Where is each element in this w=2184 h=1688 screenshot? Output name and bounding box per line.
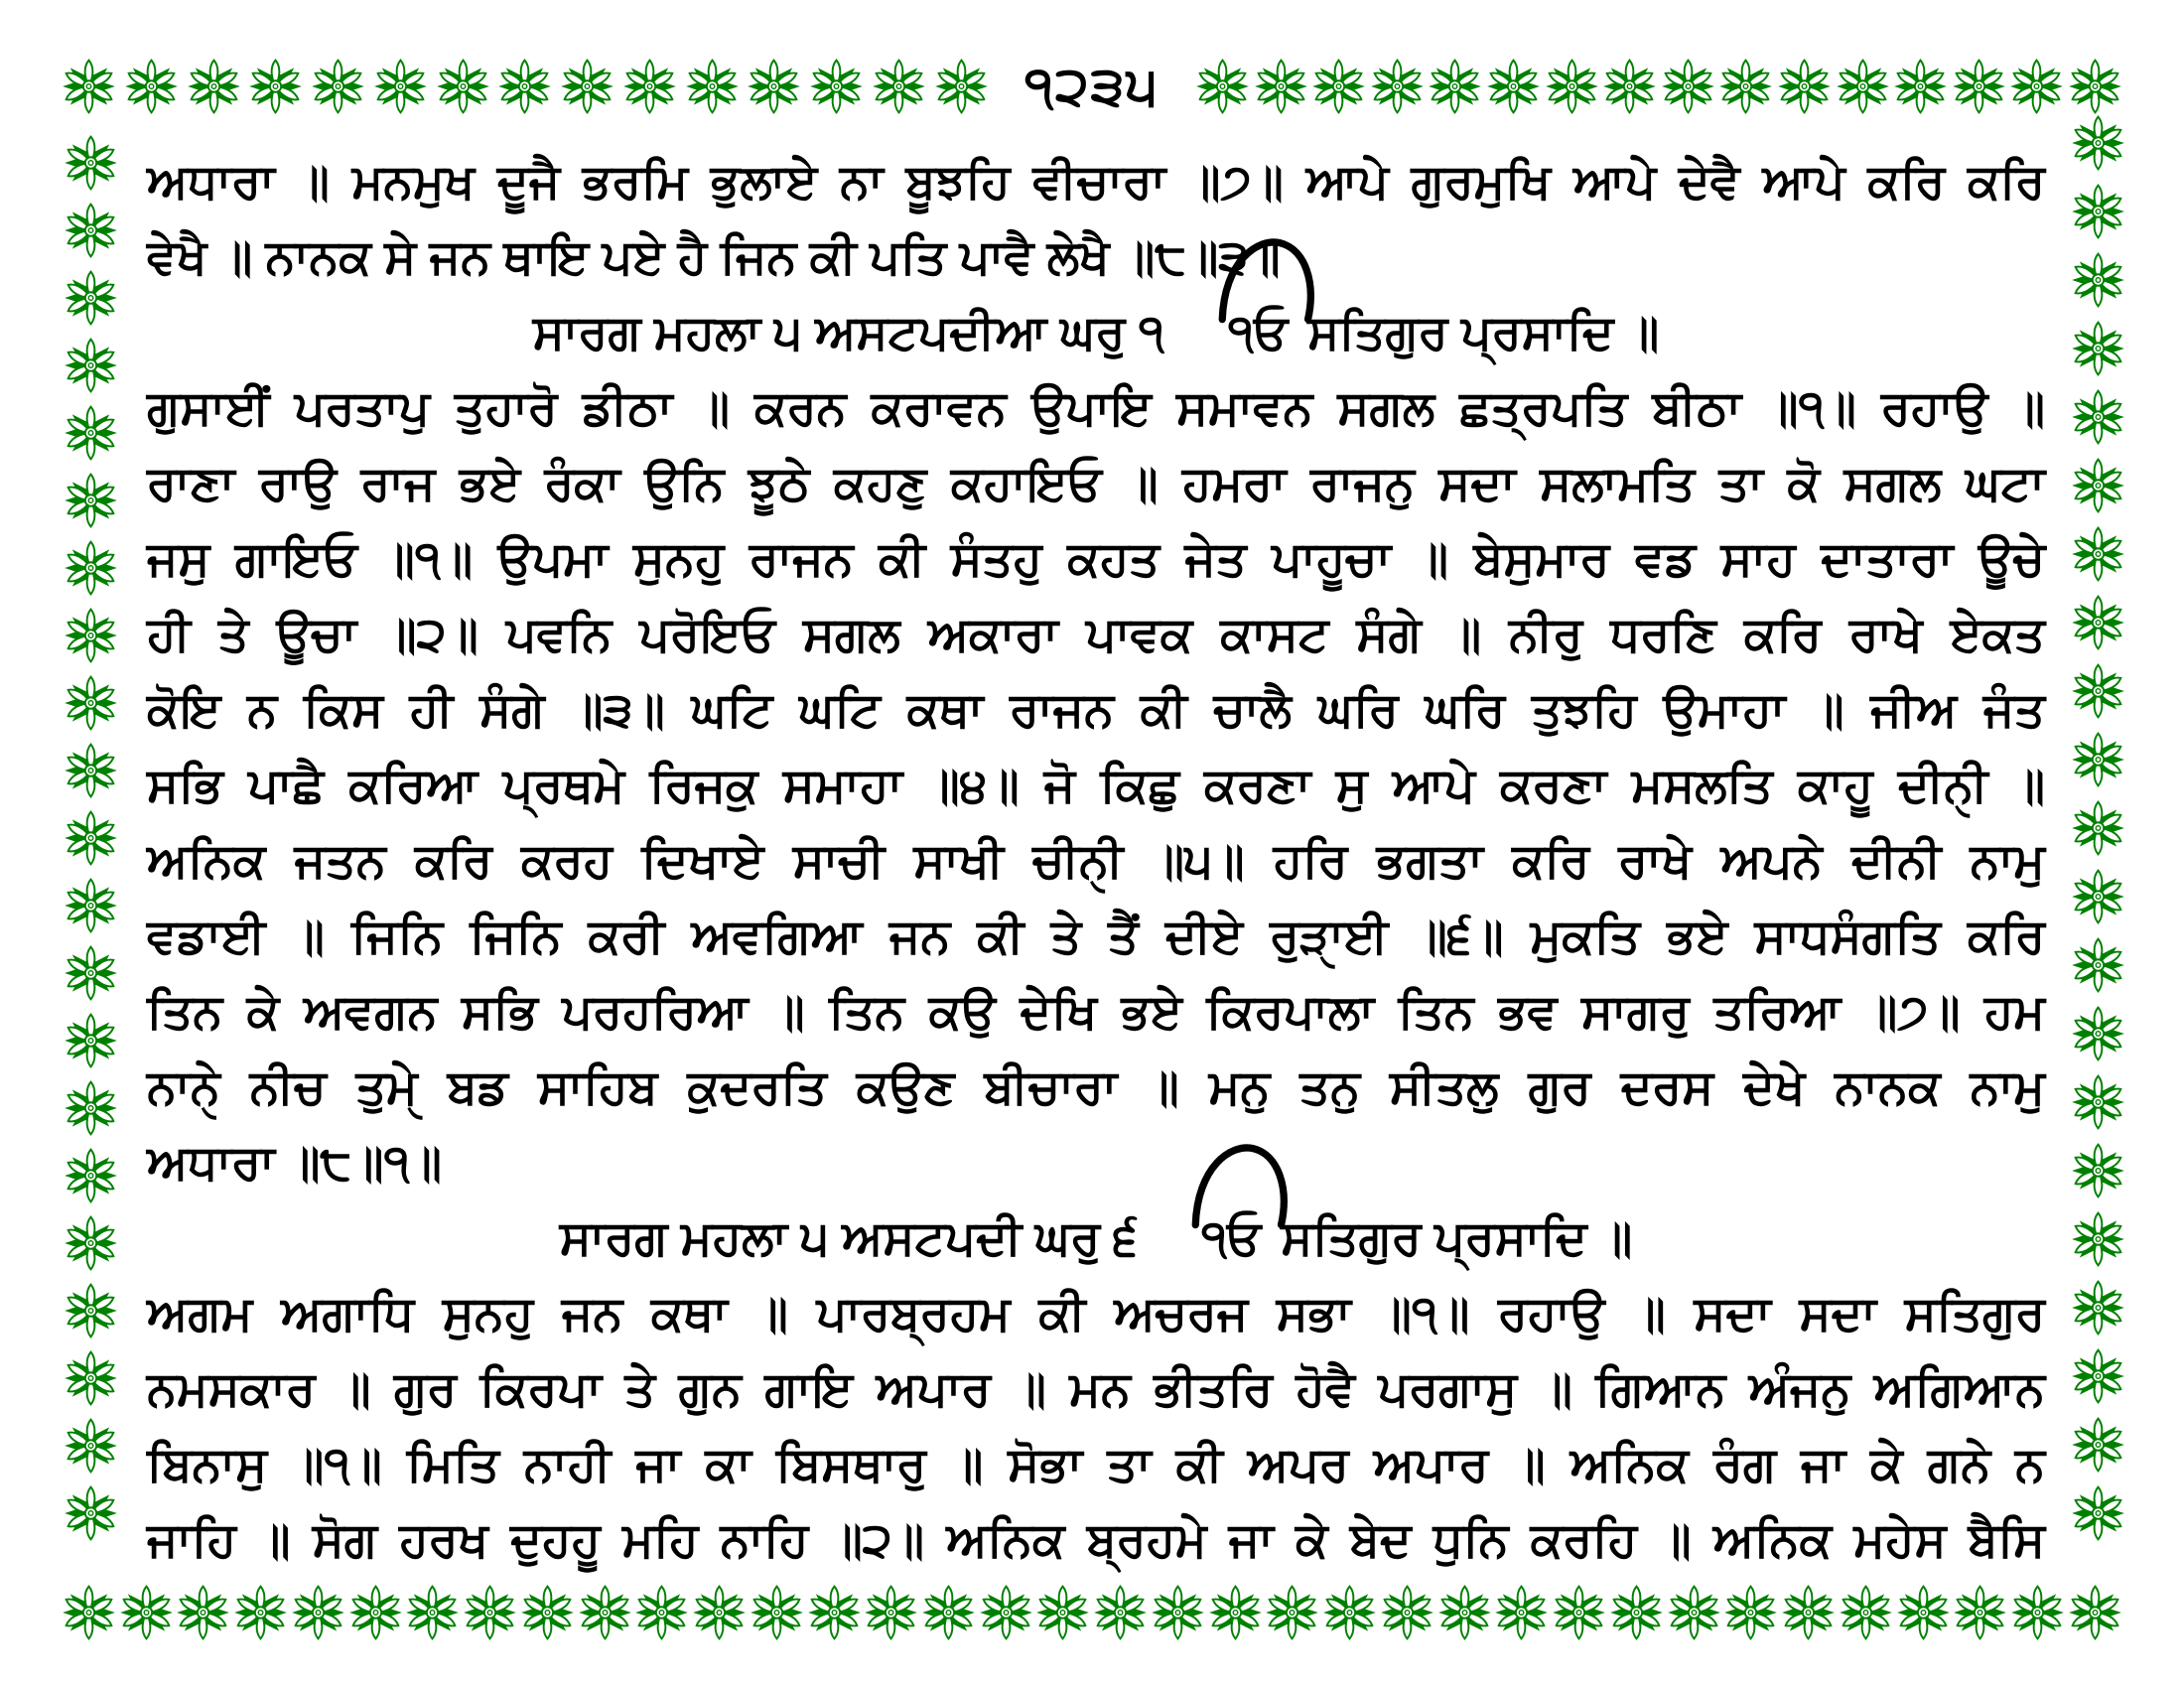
flower-icon xyxy=(934,55,989,118)
flower-icon xyxy=(64,1009,118,1072)
text-line: ਅਧਾਰਾ ॥ ਮਨਮੁਖ ਦੂਜੈ ਭਰਮਿ ਭੁਲਾਏ ਨਾ ਬੂਝਹਿ ਵੀਚਾਰਾ ॥੭॥ ਆਪੇ ਗੁਰਮੁਖਿ ਆਪੇ ਦੇਵੈ ਆਪੇ ਕਰਿ ਕਰਿ xyxy=(147,156,2045,209)
flower-icon xyxy=(1781,1581,1836,1644)
flower-icon xyxy=(64,1346,118,1410)
flower-icon xyxy=(1494,1581,1549,1644)
flower-icon xyxy=(622,55,677,118)
flower-icon xyxy=(864,1581,918,1644)
flower-icon xyxy=(64,469,118,532)
flower-icon xyxy=(2071,1070,2125,1134)
flower-icon xyxy=(1661,55,1715,118)
flower-icon xyxy=(64,739,118,802)
flower-icon xyxy=(64,266,118,330)
left-border-flowers xyxy=(62,131,119,1545)
flower-icon xyxy=(1254,55,1308,118)
flower-icon xyxy=(2071,659,2125,723)
flower-icon xyxy=(1486,55,1541,118)
ek-onkar-symbol xyxy=(1228,296,1288,371)
heading-invocation: ਸਤਿਗੁਰ ਪ੍ਰਸਾਦਿ ॥ xyxy=(1307,307,1660,359)
flower-icon xyxy=(560,55,614,118)
flower-icon xyxy=(1952,55,2006,118)
text-line: ਤਿਨ ਕੇ ਅਵਗਨ ਸਭਿ ਪਰਹਰਿਆ ॥ ਤਿਨ ਕਉ ਦੇਖਿ ਭਏ ਕਿਰਪਾਲਾ ਤਿਨ ਭਵ ਸਾਗਰੁ ਤਰਿਆ ॥੭॥ ਹਮ xyxy=(147,986,2045,1039)
flower-icon xyxy=(119,1581,174,1644)
text-line: ਅਨਿਕ ਜਤਨ ਕਰਿ ਕਰਹ ਦਿਖਾਏ ਸਾਚੀ ਸਾਖੀ ਚੀਨੑੀ ॥੫॥ ਹਰਿ ਭਗਤਾ ਕਰਿ ਰਾਖੇ ਅਪਨੇ ਦੀਨੀ ਨਾਮੁ xyxy=(147,835,2045,888)
flower-icon xyxy=(1609,1581,1664,1644)
flower-icon xyxy=(1777,55,1832,118)
flower-icon xyxy=(1667,1581,1721,1644)
flower-icon xyxy=(2071,248,2125,312)
flower-icon xyxy=(2071,317,2125,380)
ek-onkar-flourish-icon xyxy=(1189,1140,1293,1227)
flower-icon xyxy=(2071,1481,2125,1545)
flower-icon xyxy=(2010,1581,2065,1644)
flower-icon xyxy=(291,1581,345,1644)
flower-icon xyxy=(64,401,118,465)
flower-icon xyxy=(1723,1581,1778,1644)
text-line: ਨਮਸਕਾਰ ॥ ਗੁਰ ਕਿਰਪਾ ਤੇ ਗੁਨ ਗਾਇ ਅਪਾਰ ॥ ਮਨ ਭੀਤਰਿ ਹੋਵੈ ਪਰਗਾਸੁ ॥ ਗਿਆਨ ਅੰਜਨੁ ਅਗਿਆਨ xyxy=(147,1363,2045,1416)
flower-icon xyxy=(578,1581,632,1644)
text-line: ਜਸੁ ਗਾਇਓ ॥੧॥ ਉਪਮਾ ਸੁਨਹੁ ਰਾਜਨ ਕੀ ਸੰਤਹੁ ਕਹਤ ਜੇਤ ਪਾਹੂਚਾ ॥ ਬੇਸੁਮਾਰ ਵਡ ਸਾਹ ਦਾਤਾਰਾ ਊਚੇ xyxy=(147,533,2045,586)
flower-icon xyxy=(1552,1581,1606,1644)
flower-icon xyxy=(2071,796,2125,860)
top-border-left-flowers xyxy=(62,55,989,118)
flower-icon xyxy=(64,941,118,1005)
text-line: ਬਿਨਾਸੁ ॥੧॥ ਮਿਤਿ ਨਾਹੀ ਜਾ ਕਾ ਬਿਸਥਾਰੁ ॥ ਸੋਭਾ ਤਾ ਕੀ ਅਪਰ ਅਪਾਰ ॥ ਅਨਿਕ ਰੰਗ ਜਾ ਕੇ ਗਨੇ ਨ xyxy=(147,1439,2045,1491)
heading-title: ਸਾਰਗ ਮਹਲਾ ੫ ਅਸਟਪਦੀਆ ਘਰੁ ੧ xyxy=(532,307,1164,359)
ek-onkar-symbol xyxy=(1201,1201,1261,1277)
flower-icon xyxy=(64,1481,118,1545)
flower-icon xyxy=(2071,1344,2125,1408)
flower-icon xyxy=(64,199,118,262)
flower-icon xyxy=(1151,1581,1205,1644)
flower-icon xyxy=(64,536,118,600)
flower-icon xyxy=(1893,55,1948,118)
flower-icon xyxy=(1380,1581,1434,1644)
flower-icon xyxy=(187,55,241,118)
flower-icon xyxy=(685,55,740,118)
flower-icon xyxy=(64,334,118,397)
flower-icon xyxy=(2071,522,2125,586)
flower-icon xyxy=(497,55,552,118)
flower-icon xyxy=(2071,180,2125,243)
text-line: ਜਾਹਿ ॥ ਸੋਗ ਹਰਖ ਦੁਹਹੂ ਮਹਿ ਨਾਹਿ ॥੨॥ ਅਨਿਕ ਬ੍ਰਹਮੇ ਜਾ ਕੇ ਬੇਦ ਧੁਨਿ ਕਰਹਿ ॥ ਅਨਿਕ ਮਹੇਸ ਬੈਸਿ xyxy=(147,1514,2045,1567)
flower-icon xyxy=(1718,55,1773,118)
heading-title: ਸਾਰਗ ਮਹਲਾ ੫ ਅਸਟਪਦੀ ਘਰੁ ੬ xyxy=(559,1212,1138,1265)
top-border xyxy=(62,50,2122,123)
flower-icon xyxy=(1836,55,1890,118)
flower-icon xyxy=(64,604,118,667)
flower-icon xyxy=(2071,591,2125,654)
right-border-flowers xyxy=(2069,111,2126,1545)
flower-icon xyxy=(405,1581,460,1644)
scripture-text xyxy=(147,145,2045,1579)
flower-icon xyxy=(1953,1581,2007,1644)
flower-icon xyxy=(1195,55,1250,118)
text-line: ਅਧਾਰਾ ॥੮॥੧॥ xyxy=(147,1137,442,1190)
text-line: ਅਗਮ ਅਗਾਧਿ ਸੁਨਹੁ ਜਨ ਕਥਾ ॥ ਪਾਰਬ੍ਰਹਮ ਕੀ ਅਚਰਜ ਸਭਾ ॥੧॥ ਰਹਾਉ ॥ ਸਦਾ ਸਦਾ ਸਤਿਗੁਰ xyxy=(147,1288,2045,1340)
text-line: ਰਾਣਾ ਰਾਉ ਰਾਜ ਭਏ ਰੰਕਾ ਉਨਿ ਝੂਠੇ ਕਹਣੁ ਕਹਾਇਓ ॥ ਹਮਰਾ ਰਾਜਨੁ ਸਦਾ ਸਲਾਮਤਿ ਤਾ ਕੋ ਸਗਲ ਘਟਾ xyxy=(147,458,2045,510)
text-line: ਸਭਿ ਪਾਛੈ ਕਰਿਆ ਪ੍ਰਥਮੇ ਰਿਜਕੁ ਸਮਾਹਾ ॥੪॥ ਜੋ ਕਿਛੁ ਕਰਣਾ ਸੁ ਆਪੇ ਕਰਣਾ ਮਸਲਤਿ ਕਾਹੂ ਦੀਨੑੀ ॥ xyxy=(147,760,2045,812)
flower-icon xyxy=(1093,1581,1148,1644)
flower-icon xyxy=(463,1581,517,1644)
text-line: ਹੀ ਤੇ ਊਚਾ ॥੨॥ ਪਵਨਿ ਪਰੋਇਓ ਸਗਲ ਅਕਾਰਾ ਪਾਵਕ ਕਾਸਟ ਸੰਗੇ ॥ ਨੀਰੁ ਧਰਣਿ ਕਰਿ ਰਾਖੇ ਏਕਤ xyxy=(147,609,2045,661)
text-line: ਨਾਨੑੇ ਨੀਚ ਤੁਮੑੇ ਬਡ ਸਾਹਿਬ ਕੁਦਰਤਿ ਕਉਣ ਬੀਚਾਰਾ ॥ ਮਨੁ ਤਨੁ ਸੀਤਲੁ ਗੁਰ ਦਰਸ ਦੇਖੇ ਨਾਨਕ ਨਾਮੁ xyxy=(147,1061,2045,1114)
heading-invocation: ਸਤਿਗੁਰ ਪ੍ਰਸਾਦਿ ॥ xyxy=(1281,1212,1633,1265)
bottom-border-flowers xyxy=(62,1575,2122,1650)
flower-icon xyxy=(921,1581,976,1644)
flower-icon xyxy=(64,874,118,937)
flower-icon xyxy=(64,1076,118,1140)
flower-icon xyxy=(311,55,365,118)
flower-icon xyxy=(348,1581,403,1644)
text-line: ਵਡਾਈ ॥ ਜਿਨਿ ਜਿਨਿ ਕਰੀ ਅਵਗਿਆ ਜਨ ਕੀ ਤੇ ਤੈਂ ਦੀਏ ਰੁੜੑਾਈ ॥੬॥ ਮੁਕਤਿ ਭਏ ਸਾਧਸੰਗਤਿ ਕਰਿ xyxy=(147,911,2045,963)
flower-icon xyxy=(1896,1581,1951,1644)
flower-icon xyxy=(1322,1581,1377,1644)
flower-icon xyxy=(750,1581,804,1644)
flower-icon xyxy=(2071,1002,2125,1065)
flower-icon xyxy=(2071,454,2125,517)
flower-icon xyxy=(248,55,303,118)
flower-icon xyxy=(64,1144,118,1207)
flower-icon xyxy=(64,131,118,195)
flower-icon xyxy=(1208,1581,1263,1644)
shabad-heading xyxy=(147,296,2045,371)
ek-onkar-text: ੧ਓ xyxy=(1227,307,1289,359)
flower-icon xyxy=(2071,1276,2125,1339)
flower-icon xyxy=(1437,1581,1492,1644)
flower-icon xyxy=(1370,55,1425,118)
flower-icon xyxy=(2068,55,2122,118)
flower-icon xyxy=(2071,1413,2125,1477)
top-border-right-flowers xyxy=(1195,55,2122,118)
flower-icon xyxy=(634,1581,689,1644)
flower-icon xyxy=(64,671,118,735)
page-number: ੧੨੩੫ xyxy=(1024,57,1160,116)
flower-icon xyxy=(979,1581,1033,1644)
flower-icon xyxy=(176,1581,230,1644)
flower-icon xyxy=(2071,111,2125,175)
flower-icon xyxy=(62,55,116,118)
shabad-heading xyxy=(147,1201,2045,1277)
flower-icon xyxy=(747,55,801,118)
flower-icon xyxy=(692,1581,747,1644)
flower-icon xyxy=(1311,55,1366,118)
text-line: ਵੇਖੈ ॥ ਨਾਨਕ ਸੇ ਜਨ ਥਾਇ ਪਏ ਹੈ ਜਿਨ ਕੀ ਪਤਿ ਪਾਵੈ ਲੇਖੈ ॥੮॥੩॥ xyxy=(147,231,1281,284)
flower-icon xyxy=(1035,1581,1090,1644)
flower-icon xyxy=(1545,55,1599,118)
flower-icon xyxy=(64,1211,118,1275)
ek-onkar-text: ੧ਓ xyxy=(1200,1212,1262,1265)
flower-icon xyxy=(1265,1581,1319,1644)
flower-icon xyxy=(436,55,490,118)
flower-icon xyxy=(2009,55,2064,118)
flower-icon xyxy=(62,1581,116,1644)
flower-icon xyxy=(2071,865,2125,928)
flower-icon xyxy=(2071,1139,2125,1202)
flower-icon xyxy=(872,55,926,118)
flower-icon xyxy=(2071,385,2125,449)
flower-icon xyxy=(1428,55,1482,118)
ek-onkar-flourish-icon xyxy=(1216,234,1319,322)
flower-icon xyxy=(1839,1581,1893,1644)
flower-icon xyxy=(2071,1207,2125,1271)
flower-icon xyxy=(233,1581,288,1644)
text-line: ਗੁਸਾਈਂ ਪਰਤਾਪੁ ਤੁਹਾਰੋ ਡੀਠਾ ॥ ਕਰਨ ਕਰਾਵਨ ਉਪਾਇ ਸਮਾਵਨ ਸਗਲ ਛਤ੍ਰਪਤਿ ਬੀਠਾ ॥੧॥ ਰਹਾਉ ॥ xyxy=(147,382,2045,435)
flower-icon xyxy=(520,1581,575,1644)
flower-icon xyxy=(2071,728,2125,791)
flower-icon xyxy=(2068,1581,2122,1644)
text-line: ਕੋਇ ਨ ਕਿਸ ਹੀ ਸੰਗੇ ॥੩॥ ਘਟਿ ਘਟਿ ਕਥਾ ਰਾਜਨ ਕੀ ਚਾਲੈ ਘਰਿ ਘਰਿ ਤੁਝਹਿ ਉਮਾਹਾ ॥ ਜੀਅ ਜੰਤ xyxy=(147,684,2045,737)
flower-icon xyxy=(124,55,179,118)
flower-icon xyxy=(807,1581,862,1644)
flower-icon xyxy=(373,55,428,118)
flower-icon xyxy=(64,1414,118,1477)
flower-icon xyxy=(64,1279,118,1342)
flower-icon xyxy=(64,806,118,870)
flower-icon xyxy=(2071,933,2125,997)
flower-icon xyxy=(1602,55,1657,118)
flower-icon xyxy=(809,55,864,118)
